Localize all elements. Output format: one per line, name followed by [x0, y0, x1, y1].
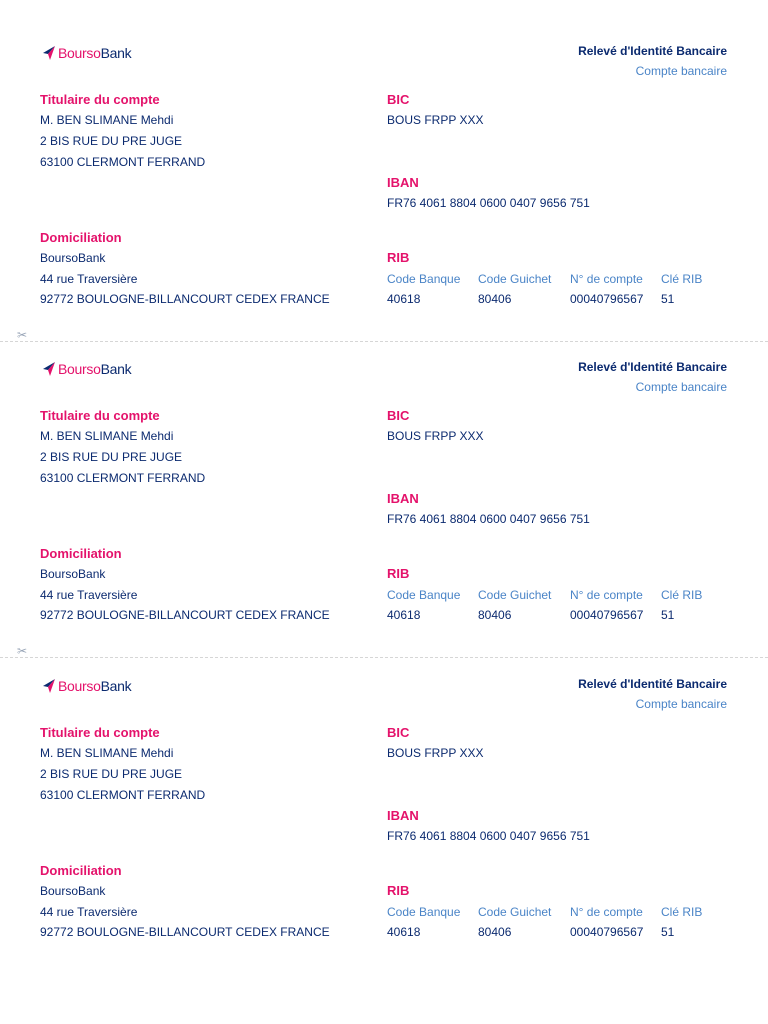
document-title: Relevé d'Identité Bancaire: [578, 677, 727, 691]
brand-part-1: Bourso: [58, 45, 101, 61]
holder-name: M. BEN SLIMANE Mehdi: [40, 746, 174, 760]
rib-value-code-guichet: 80406: [478, 925, 512, 939]
bic-label: BIC: [387, 92, 410, 107]
holder-label: Titulaire du compte: [40, 725, 160, 740]
bank-name: BoursoBank: [40, 251, 106, 265]
holder-address-line: 2 BIS RUE DU PRE JUGE: [40, 450, 183, 464]
bank-city-line: 92772 BOULOGNE-BILLANCOURT CEDEX FRANCE: [40, 608, 330, 622]
rib-label: RIB: [387, 250, 410, 265]
document-subtitle: Compte bancaire: [635, 380, 727, 394]
rib-header-account-number: N° de compte: [570, 272, 643, 286]
holder-address-line: 2 BIS RUE DU PRE JUGE: [40, 134, 183, 148]
iban-label: IBAN: [387, 491, 419, 506]
brand-part-2: Bank: [100, 678, 132, 694]
holder-city-line: 63100 CLERMONT FERRAND: [40, 155, 206, 169]
logo-arrow-icon: [43, 679, 55, 693]
bank-name: BoursoBank: [40, 884, 106, 898]
scissors-icon: ✂: [17, 644, 28, 658]
iban-value: FR76 4061 8804 0600 0407 9656 751: [387, 829, 590, 843]
rib-value-account-number: 00040796567: [570, 292, 644, 306]
document-subtitle: Compte bancaire: [635, 697, 727, 711]
bic-value: BOUS FRPP XXX: [387, 113, 484, 127]
scissors-icon: ✂: [17, 328, 28, 342]
domiciliation-label: Domiciliation: [40, 230, 122, 245]
rib-header-code-guichet: Code Guichet: [478, 905, 552, 919]
rib-header-account-number: N° de compte: [570, 588, 643, 602]
bank-city-line: 92772 BOULOGNE-BILLANCOURT CEDEX FRANCE: [40, 925, 330, 939]
domiciliation-label: Domiciliation: [40, 546, 122, 561]
iban-value: FR76 4061 8804 0600 0407 9656 751: [387, 512, 590, 526]
document-title: Relevé d'Identité Bancaire: [578, 44, 727, 58]
iban-label: IBAN: [387, 175, 419, 190]
holder-name: M. BEN SLIMANE Mehdi: [40, 429, 174, 443]
rib-value-code-banque: 40618: [387, 292, 421, 306]
bank-address-line: 44 rue Traversière: [40, 905, 138, 919]
rib-label: RIB: [387, 566, 410, 581]
bic-value: BOUS FRPP XXX: [387, 429, 484, 443]
rib-value-account-number: 00040796567: [570, 608, 644, 622]
holder-label: Titulaire du compte: [40, 408, 160, 423]
logo-arrow-icon: [43, 46, 55, 60]
bank-name: BoursoBank: [40, 567, 106, 581]
rib-value-cle-rib: 51: [661, 925, 675, 939]
boursobank-logo: [43, 677, 131, 695]
rib-value-code-banque: 40618: [387, 608, 421, 622]
rib-header-cle-rib: Clé RIB: [661, 905, 703, 919]
holder-city-line: 63100 CLERMONT FERRAND: [40, 471, 206, 485]
holder-label: Titulaire du compte: [40, 92, 160, 107]
rib-header-account-number: N° de compte: [570, 905, 643, 919]
document-subtitle: Compte bancaire: [635, 64, 727, 78]
bic-label: BIC: [387, 725, 410, 740]
rib-header-cle-rib: Clé RIB: [661, 588, 703, 602]
holder-city-line: 63100 CLERMONT FERRAND: [40, 788, 206, 802]
rib-header-code-guichet: Code Guichet: [478, 272, 552, 286]
holder-name: M. BEN SLIMANE Mehdi: [40, 113, 174, 127]
bank-address-line: 44 rue Traversière: [40, 272, 138, 286]
rib-value-account-number: 00040796567: [570, 925, 644, 939]
rib-header-cle-rib: Clé RIB: [661, 272, 703, 286]
rib-value-code-guichet: 80406: [478, 608, 512, 622]
rib-slip-2: [0, 316, 768, 622]
brand-part-1: Bourso: [58, 678, 101, 694]
rib-header-code-guichet: Code Guichet: [478, 588, 552, 602]
rib-value-cle-rib: 51: [661, 608, 675, 622]
rib-value-code-banque: 40618: [387, 925, 421, 939]
bic-label: BIC: [387, 408, 410, 423]
rib-header-code-banque: Code Banque: [387, 588, 461, 602]
document-title: Relevé d'Identité Bancaire: [578, 360, 727, 374]
brand-part-2: Bank: [100, 45, 132, 61]
bank-city-line: 92772 BOULOGNE-BILLANCOURT CEDEX FRANCE: [40, 292, 330, 306]
boursobank-logo: [43, 360, 131, 378]
bank-address-line: 44 rue Traversière: [40, 588, 138, 602]
iban-value: FR76 4061 8804 0600 0407 9656 751: [387, 196, 590, 210]
rib-value-cle-rib: 51: [661, 292, 675, 306]
boursobank-logo: [43, 44, 131, 62]
iban-label: IBAN: [387, 808, 419, 823]
rib-slip-3: [0, 633, 768, 939]
rib-header-code-banque: Code Banque: [387, 272, 461, 286]
brand-part-1: Bourso: [58, 361, 101, 377]
rib-value-code-guichet: 80406: [478, 292, 512, 306]
holder-address-line: 2 BIS RUE DU PRE JUGE: [40, 767, 183, 781]
rib-header-code-banque: Code Banque: [387, 905, 461, 919]
bic-value: BOUS FRPP XXX: [387, 746, 484, 760]
brand-part-2: Bank: [100, 361, 132, 377]
logo-arrow-icon: [43, 362, 55, 376]
rib-label: RIB: [387, 883, 410, 898]
rib-slip-1: [0, 0, 768, 306]
domiciliation-label: Domiciliation: [40, 863, 122, 878]
